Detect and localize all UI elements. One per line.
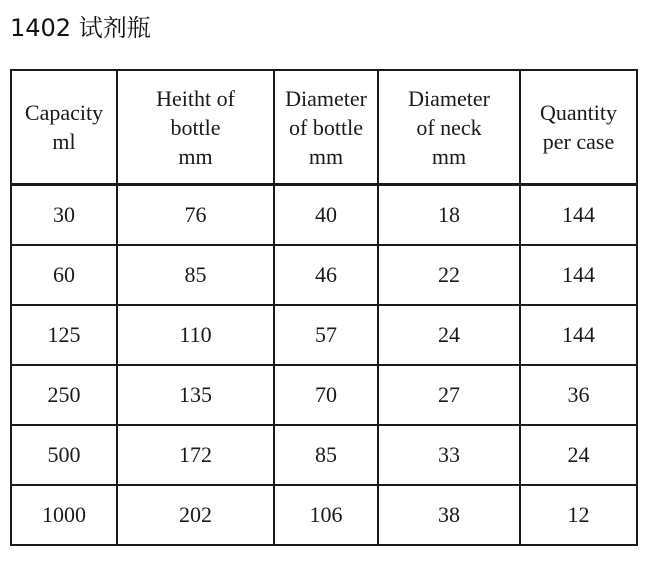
cell-capacity: 500: [11, 425, 117, 485]
cell-diameter-bottle: 106: [274, 485, 378, 545]
cell-diameter-bottle: 70: [274, 365, 378, 425]
cell-height: 172: [117, 425, 274, 485]
header-diameter-neck: [378, 70, 520, 185]
cell-diameter-neck: 27: [378, 365, 520, 425]
cell-capacity: 250: [11, 365, 117, 425]
header-line: mm: [431, 143, 467, 169]
cell-quantity: 36: [520, 365, 637, 425]
header-capacity: [11, 70, 117, 185]
table-row: [11, 365, 637, 425]
cell-diameter-neck: 33: [378, 425, 520, 485]
header-line: Quantity: [540, 100, 617, 125]
cell-height: 76: [117, 185, 274, 246]
cell-diameter-bottle: 40: [274, 185, 378, 246]
header-row: [11, 70, 637, 185]
header-line: ml: [52, 129, 76, 154]
header-line: of neck: [416, 114, 482, 140]
header-line: of bottle: [289, 114, 363, 140]
cell-diameter-bottle: 85: [274, 425, 378, 485]
cell-diameter-bottle: 46: [274, 245, 378, 305]
header-line: mm: [178, 143, 213, 169]
specification-table: [10, 69, 638, 546]
table-row: [11, 305, 637, 365]
cell-quantity: 144: [520, 305, 637, 365]
cell-diameter-neck: 24: [378, 305, 520, 365]
header-line: Capacity: [24, 100, 104, 125]
cell-quantity: 12: [520, 485, 637, 545]
table-row: [11, 245, 637, 305]
cell-diameter-neck: 22: [378, 245, 520, 305]
cell-diameter-neck: 18: [378, 185, 520, 246]
table-row: [11, 485, 637, 545]
table-row: [11, 185, 637, 246]
cell-capacity: 60: [11, 245, 117, 305]
cell-capacity: 1000: [11, 485, 117, 545]
cell-quantity: 144: [520, 245, 637, 305]
cell-quantity: 144: [520, 185, 637, 246]
header-diameter-bottle: [274, 70, 378, 185]
header-line: Heitht of: [156, 85, 235, 111]
cell-diameter-neck: 38: [378, 485, 520, 545]
table-row: [11, 425, 637, 485]
cell-height: 110: [117, 305, 274, 365]
cell-height: 135: [117, 365, 274, 425]
cell-capacity: 125: [11, 305, 117, 365]
cell-quantity: 24: [520, 425, 637, 485]
header-line: per case: [542, 129, 615, 154]
header-line: Diameter: [285, 85, 367, 111]
page-title: 1402 试剂瓶: [10, 14, 151, 42]
header-quantity: [520, 70, 637, 185]
cell-height: 85: [117, 245, 274, 305]
header-height: [117, 70, 274, 185]
header-line: Diameter: [408, 85, 490, 111]
header-line: bottle: [170, 114, 221, 140]
cell-capacity: 30: [11, 185, 117, 246]
cell-height: 202: [117, 485, 274, 545]
cell-diameter-bottle: 57: [274, 305, 378, 365]
header-line: mm: [308, 143, 344, 169]
